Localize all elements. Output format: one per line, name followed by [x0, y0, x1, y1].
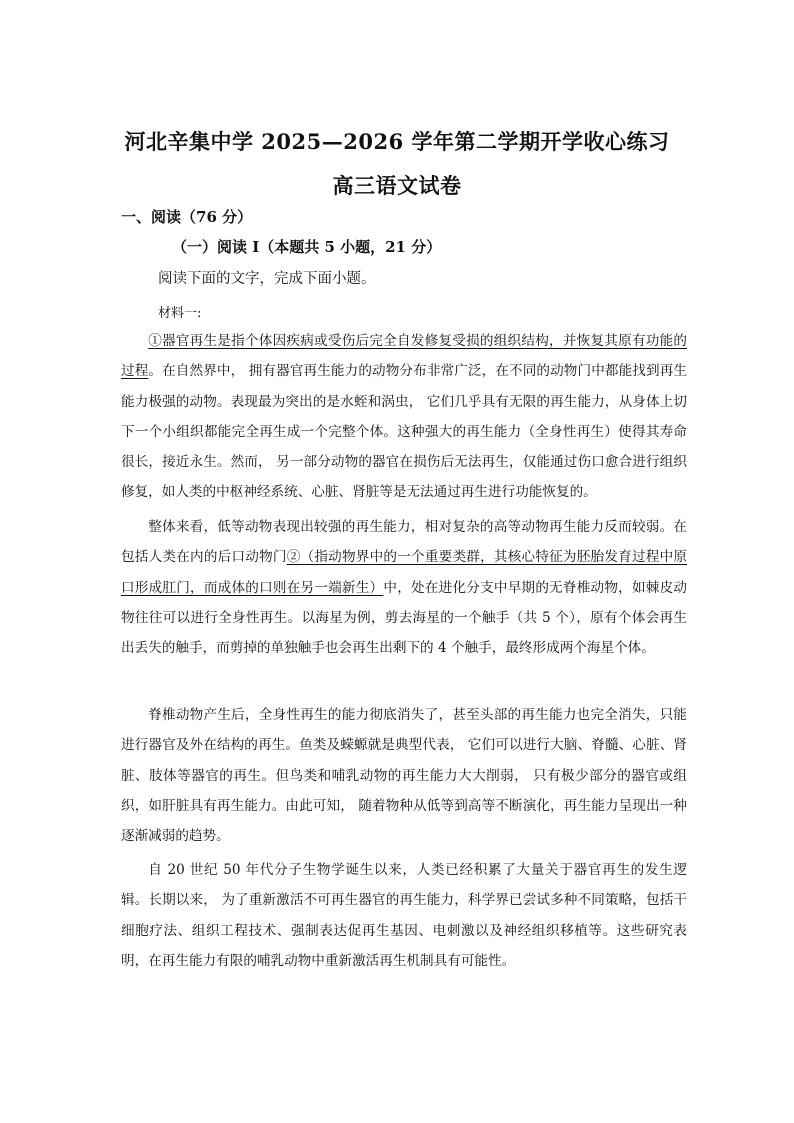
- paragraph-2-text-before: 整体来看，低等动物表现出较强的再生能力，相对复杂的高等动物再生能力反而较弱。在包括人类在内的后口动物门: [121, 519, 687, 566]
- paragraph-2: [121, 512, 687, 663]
- paragraph-2-text-after: 中，处在进化分支中早期的无脊椎动物，如棘皮动物往往可以进行全身性再生。以海星为例，剪去海星的一个触手（共 5 个），原有个体会再生出丢失的触手，而剪掉的单独触手也会再生出剩下的 4 个触手，最终形成两个海星个体。: [121, 579, 688, 657]
- underlined-definition: ①器官再生是指个体因疾病或受伤后完全自发修复受损的组织结构，并恢复其原有功能的过程: [121, 333, 687, 380]
- paragraph-4: 自 20 世纪 50 年代分子生物学诞生以来，人类已经积累了大量关于器官再生的发生逻辑。长期以来， 为了重新激活不可再生器官的再生能力，科学界已尝试多种不同策略，包括干细胞疗法、组织工程技术、强制表达促再生基因、电刺激以及神经组织移植等。这些研究表明，在再生能力有限的哺乳动物中重新激活再生机制具有可能性。: [121, 862, 687, 969]
- paragraph-1: [121, 326, 687, 508]
- paragraph-1-text: 。在自然界中， 拥有器官再生能力的动物分布非常广泛，在不同的动物门中都能找到再生能力极强的动物。表现最为突出的是水蛭和涡虫， 它们几乎具有无限的再生能力，从身体上切下一个小组织都能完全再生成一个完整个体。这种强大的再生能力（全身性再生）使得其寿命很长，接近永生。然而， 另一部分动物的器官在损伤后无法再生，仅能通过伤口愈合进行组织修复，如人类的中枢神经系统、心脏、肾脏等是无法通过再生进行功能恢复的。: [121, 363, 687, 501]
- material-label: 材料一:: [158, 306, 202, 321]
- underlined-annotation: ②（指动物界中的一个重要类群，其核心特征为胚胎发育过程中原口形成肛门，而成体的口则在另一端新生）: [121, 549, 688, 596]
- exam-title: 河北辛集中学 2025—2026 学年第二学期开学收心练习: [124, 129, 670, 154]
- subsection-heading: （一）阅读 I（本题共 5 小题，21 分）: [172, 238, 442, 256]
- reading-instruction: 阅读下面的文字，完成下面小题。: [158, 271, 376, 287]
- paragraph-3: 脊椎动物产生后，全身性再生的能力彻底消失了，甚至头部的再生能力也完全消失，只能进行器官及外在结构的再生。鱼类及蝾螈就是典型代表， 它们可以进行大脑、脊髓、心脏、肾脏、肢体等器官的再生。但鸟类和哺乳动物的再生能力大大削弱， 只有极少部分的器官或组织，如肝脏具有再生能力。由此可知， 随着物种从低等到高等不断演化，再生能力呈现出一种逐渐减弱的趋势。: [121, 707, 687, 845]
- exam-subtitle: 高三语文试卷: [332, 173, 462, 198]
- section-heading: 一、阅读（76 分）: [121, 208, 253, 226]
